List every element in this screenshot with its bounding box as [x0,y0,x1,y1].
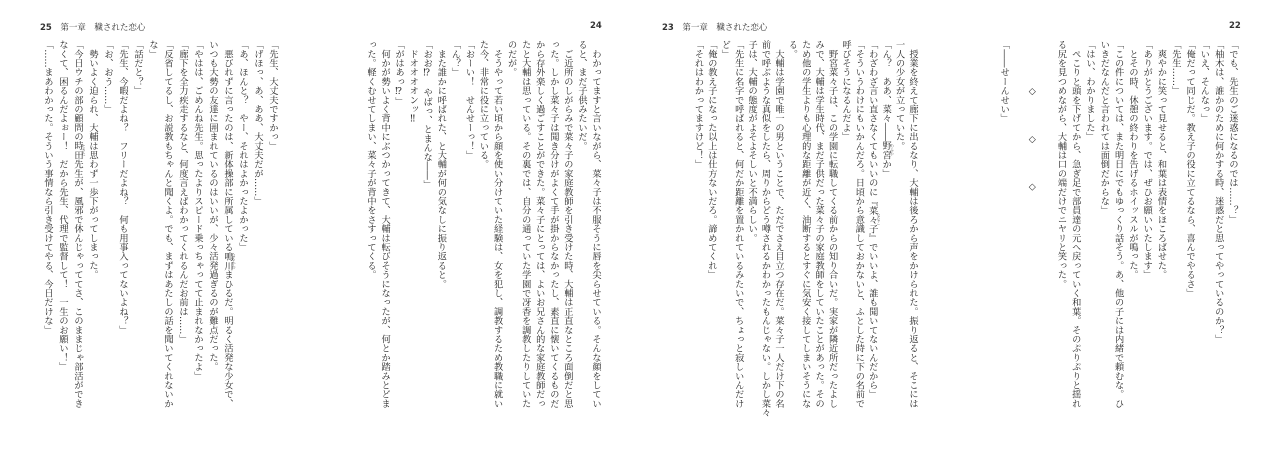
text-line [1010,40,1024,412]
running-header-page-23 [662,21,767,33]
text-line: る尻を見つめながら、大輔は口の端だけでニヤリと笑った。 [1055,40,1067,289]
text-line: また誰かに呼ばれた、と大輔が何の気なしに振り返ると。 [435,40,447,289]
page-number-22 [1229,21,1241,31]
text-line: った。軽くむせてしまい、菜々子が背中をさすってくる。 [365,40,376,280]
text-line: 一人の少女が立っていた。 [893,40,905,151]
text-line [220,40,235,412]
text-line: 大輔は学園で唯一の男ということで、ただでさえ目立つ存在だ。菜々子一人だけ下の名 [772,40,784,408]
text-line: 「おーい！ せんせーっ！」 [463,40,475,160]
text-line: 「――せーんせい」 [998,40,1010,123]
text-line: ぺこりと頭を下げてから、急ぎ足で部員達の元へ戻っていく和葉。そのぷりぷりと揺れ [1069,40,1081,408]
text-line: ドオオオオンッ‼ [407,40,419,125]
text-line: 勢いよく迫られ、大輔は思わず一歩下がってしまった。 [87,40,98,280]
text-line: 「先生、今暇だよね？ フリーだよね？ 何も用事入ってないよね？」 [117,40,128,335]
text-line: 「この件については、また明日にでもゆっくり話そう。あ、他の子には内緒で頼むな。ひ [1112,40,1124,408]
text-line: 「がはあっ⁉」 [393,40,405,107]
text-line: ご近所のしがらみで菜々子の家庭教師を引き受けた時、大輔は正直なところ面倒だと思 [561,40,573,408]
text-segment: まひるだ。明るく活発な少女で、 [222,270,233,409]
text-line: 「それはわかってますけど！」 [692,40,704,169]
page-24-body [363,40,602,412]
text-line: 「でも、先生のご迷惑になるのでは……？」 [1227,40,1238,224]
text-line: 「そういうわけにもいかんだろ。日頃から意識しておかないと、ふとした時に下の名前で [853,40,865,408]
text-line: とその時、休憩の終わりを告げるホイッスルが鳴った。 [1126,40,1138,280]
text-segment: 「ん？ ああ、菜々―― [880,40,892,142]
ruby-base [880,141,895,160]
text-line: 「はい、わかりました」 [1084,40,1096,142]
ruby-base-text: 野宮 [880,141,892,160]
text-line: いつも大勢の友達に囲まれているのはいいが、少々活発過ぎるのが難点だった。 [207,40,218,372]
text-line: 爽やかに笑って見せると、和葉は表情をほころばせた。 [1155,40,1167,280]
page-25-body [40,40,280,412]
chapter-label: 第一章 [682,23,708,33]
text-line: 「げほっ、あ、ああ、大丈夫だが……」 [252,40,263,206]
text-line: 子は、大輔の態度がよそよそしいと不満らしい。 [746,40,758,243]
text-segment: 』でいいよ、誰も聞いてないんだから」 [866,233,878,399]
text-line: 「反省してるし、お説教もちゃんと聞くよ。でも、まずはあたしの話を聞いてくれないか [162,40,173,408]
ruby-base-text: 鳴川 [222,251,233,271]
text-line: 「お、おう……」 [102,40,113,114]
text-line: たと大輔は思っている。その裏では、自分の通っていた学園で冴香を調教したりしていた [519,40,531,408]
text-line: から存外楽しく過ごすことができた。菜々子にとっては、よいお兄さん的な家庭教師だっ [533,40,545,408]
page-number-24 [590,21,602,31]
text-line: 「ん？」 [449,40,461,77]
ruby-base [72,141,87,160]
text-line: 前で呼ぶような真似をしたら、周りからどう噂されるかわかったもんじゃない。しかし菜々 [759,40,771,418]
ruby-base [222,251,237,271]
text-line: 「俺の教え子になった以上は仕方ないだろ。諦めてくれ」 [705,40,717,280]
text-line: 「先生に名字で呼ばれると、何だか距離を置かれているみたいで、ちょっと寂しいんだけ [732,40,744,408]
text-line: 「……まあわかった。そういう事情なら引き受けてやる、今日だけな」 [42,40,53,335]
text-line: ため他の学生よりも心理的な距離が近く、油断するとすぐに気安く接してしまいそうにな [799,40,811,408]
text-line: 「いえ、そんなっ」 [1198,40,1210,123]
text-line: 「やはは、ごめんね先生。思ったよりスピード乗っちゃってて止まれなかったよ」 [192,40,203,381]
text-line: ると、まだ子供みたいだ。 [575,40,587,151]
text-line [70,40,85,412]
running-header-page-25 [40,21,145,33]
ruby-reading: ななこ [876,213,882,226]
page-23-body [678,40,919,418]
chapter-title: 穢された恋心 [716,23,768,33]
text-line: る。 [786,40,798,59]
page-number: 22 [1229,21,1241,31]
text-line: いきだなんだと言われては面倒だからな」 [1098,40,1110,215]
text-segment: か」 [880,159,892,178]
ruby-base-text: 菜々子 [866,205,878,234]
text-line: 「ありがとうございます。では、ぜひお願いいたします」 [1141,40,1153,280]
text-line: った。しかし菜々子は聞き分けがよくて手が掛からなかったし、素直に懐いてくるものだ [547,40,559,408]
text-line: 「おお⁉ やばっ、とまんな――」 [421,40,433,189]
text-line: 「話だと？」 [132,40,143,96]
text-line: そうやって若い頃から顔を使い分けていた経験は、女を犯し、調教するため教職に就い [491,40,503,408]
ruby-reading: ときた [81,144,87,157]
chapter-label: 第一章 [60,23,86,33]
ruby-base-text: 時田 [72,141,83,160]
text-line: た今、非常に役に立っている。 [477,40,489,169]
page-22-body [996,40,1239,412]
text-line [865,40,882,412]
page-number: 24 [590,21,602,31]
text-line: ど」 [719,40,731,59]
page-number: 25 [40,23,52,33]
text-line: 「あ、ほんと？ やー、それはよかったよかった」 [237,40,248,252]
text-line: 「俺だって同じだ。教え子の役に立てるなら、喜んでやるさ」 [1184,40,1196,298]
page-number: 23 [662,23,674,33]
text-line: ◇ ◇ ◇ [1026,40,1038,193]
text-line: 「柚木は、誰かのために何かする時、迷惑だと思ってやっているのか？」 [1212,40,1224,344]
text-line: 野宮菜々子は、この学園に転職してくる前からの知り合いだ。実家が隣近所だったよし [826,40,838,408]
text-line [1039,40,1053,412]
chapter-title: 穢された恋心 [94,23,146,33]
text-segment: 「わざわざ言い直さなくてもいいのに『 [866,40,878,206]
text-line: わかってますと言いながら、菜々子は不服そうに唇を尖らせている。そんな顔をしてい [590,40,601,408]
text-line: のだが。 [505,40,517,77]
text-segment: 「今日ウチの部の顧問の [72,40,83,142]
text-segment: 先生が、風邪で休んじゃっててさ、このままじゃ部活ができ [72,159,83,409]
text-line [879,40,895,412]
ruby-reading: のみや [889,144,895,157]
ruby-base [866,205,882,234]
text-line: 呼びそうになるんだよ」 [839,40,851,142]
text-line: 授業を終えて廊下に出るなり、大輔は後ろから声をかけられた。振り返ると、そこには [907,40,918,408]
text-line: な」 [147,40,158,59]
ruby-reading: なるかわ [231,252,237,269]
text-line: 「先生、大丈夫ですかっ」 [267,40,278,151]
text-line: 「先生……」 [1169,40,1181,96]
text-line: みで、大輔は学生時代、まだ子供だった菜々子の家庭教師をしていたことがあった。その [813,40,825,408]
text-line: 「廊下を全力疾走するなと、何度言えばわかってくれるんだお前は……」 [177,40,188,344]
text-line: なくて、困るんだよぉー！ だから先生、代理で監督して！ 一生のお願い！」 [57,40,68,372]
text-line: 何かが勢いよく背中にぶつかってきて、大輔は転びそうになったが、何とか踏みとどま [379,40,391,408]
text-segment: 悪びれずに言ったのは、新体操部に所属している [222,40,233,252]
